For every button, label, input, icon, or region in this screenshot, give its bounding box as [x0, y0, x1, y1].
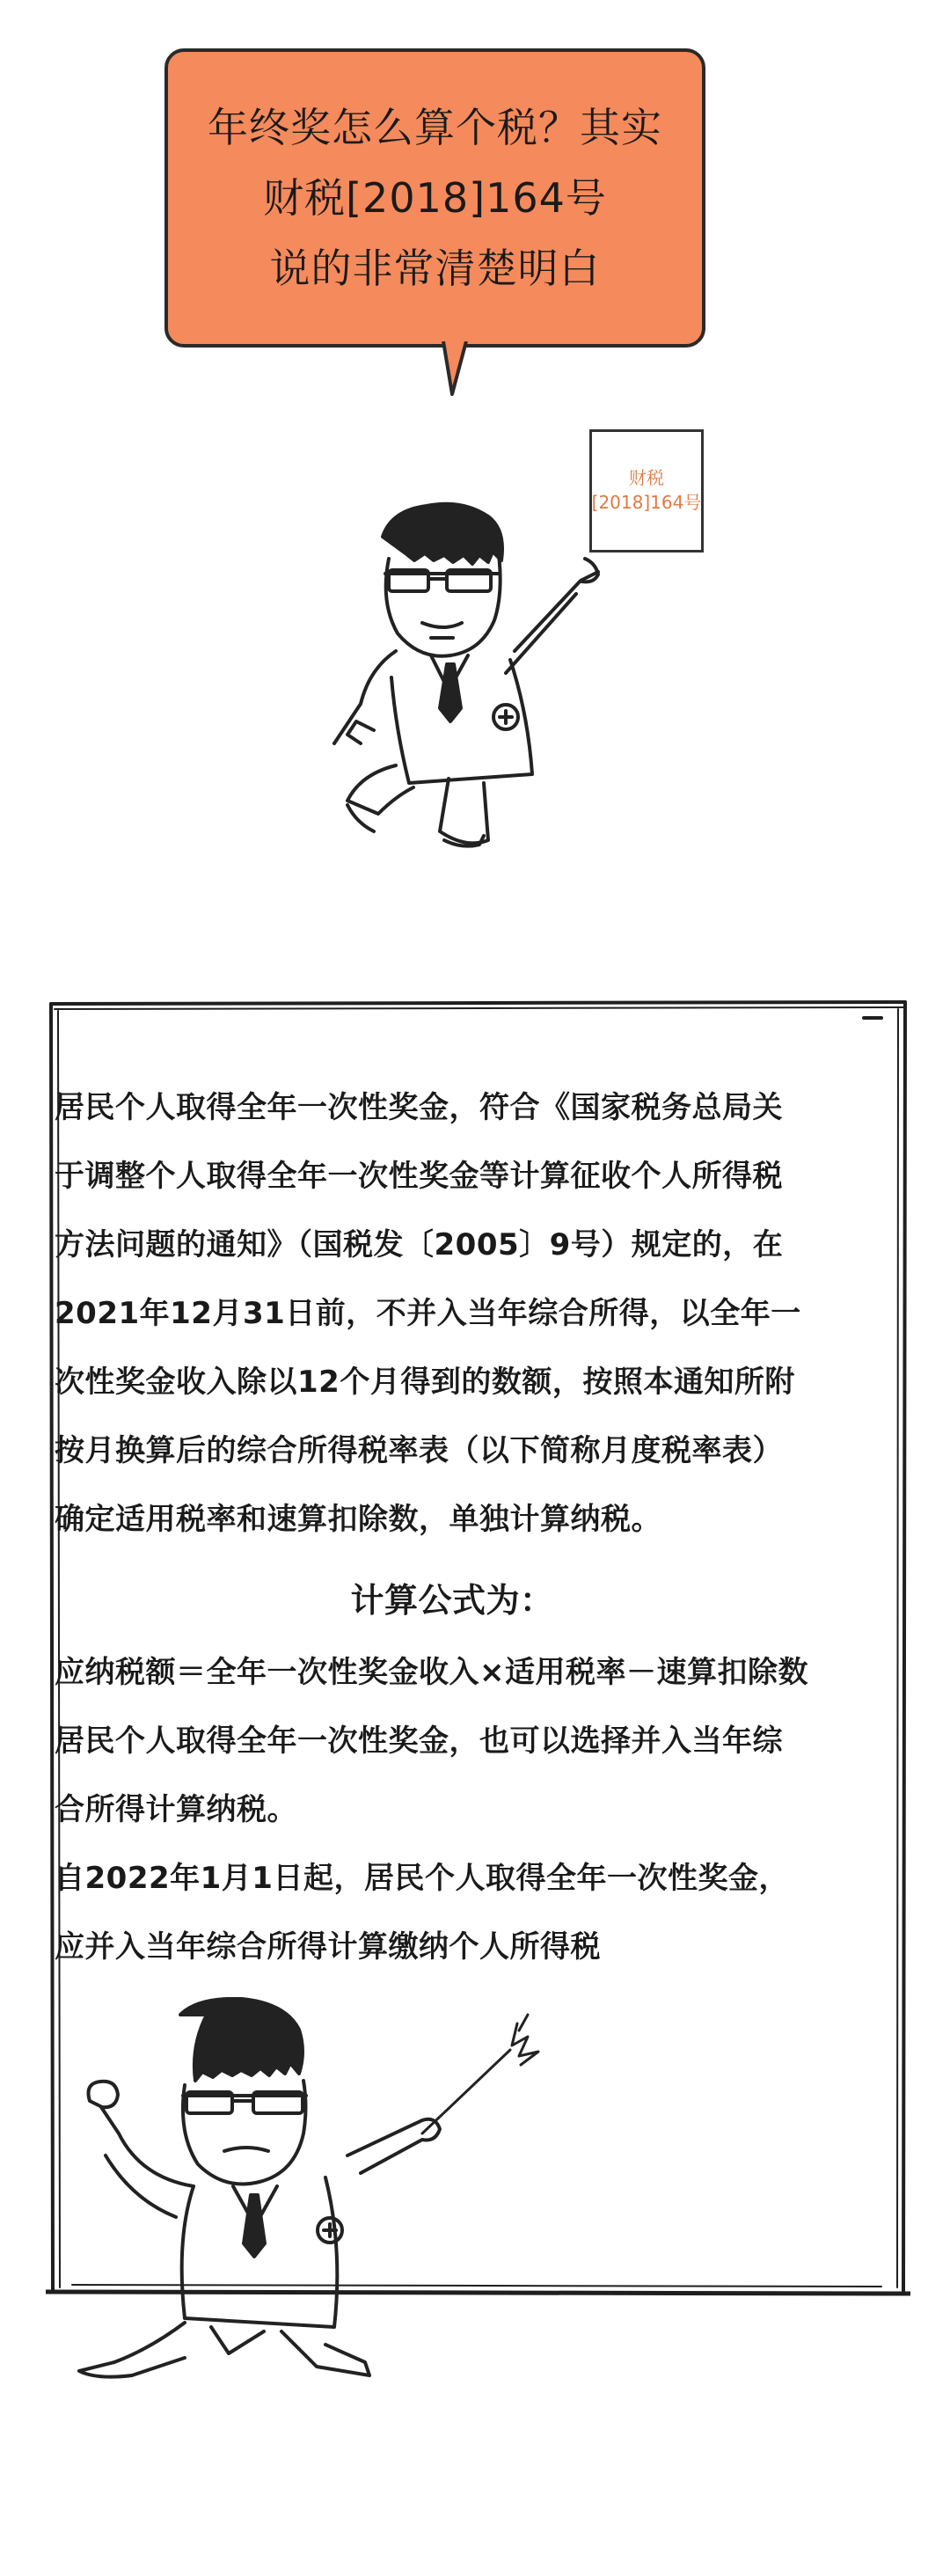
doc-line-2: [2018]164号 — [591, 492, 702, 513]
speech-bubble — [164, 48, 705, 348]
paragraph-1-line-7: 确定适用税率和速算扣除数，单独计算纳税。 — [55, 1502, 661, 1537]
paragraph-1-line-5: 次性奖金收入除以12个月得到的数额，按照本通知所附 — [55, 1365, 795, 1400]
paragraph-1-line-1: 居民个人取得全年一次性奖金，符合《国家税务总局关 — [55, 1090, 783, 1125]
bubble-line-1: 年终奖怎么算个税？其实 — [208, 104, 662, 151]
paragraph-3-line-1: 自2022年1月1日起，居民个人取得全年一次性奖金， — [55, 1861, 789, 1896]
paragraph-3-line-2: 应并入当年综合所得计算缴纳个人所得税 — [55, 1929, 601, 1965]
paragraph-2-line-2: 合所得计算纳税。 — [55, 1792, 297, 1827]
paragraph-1-line-2: 于调整个人取得全年一次性奖金等计算征收个人所得税 — [55, 1159, 783, 1194]
cartoon-man-pointing-icon — [53, 1997, 545, 2402]
paragraph-1-line-3: 方法问题的通知》（国税发〔2005〕9号）规定的，在 — [55, 1227, 784, 1262]
bubble-line-3: 说的非常清楚明白 — [269, 245, 601, 292]
paragraph-2-line-1: 居民个人取得全年一次性奖金，也可以选择并入当年综 — [55, 1723, 783, 1759]
formula-line: 应纳税额＝全年一次性奖金收入×适用税率－速算扣除数 — [55, 1655, 808, 1690]
formula-title: 计算公式为： — [350, 1581, 554, 1620]
bubble-line-2: 财税[2018]164号 — [263, 174, 607, 222]
paragraph-1-line-6: 按月换算后的综合所得税率表（以下简称月度税率表） — [55, 1433, 783, 1468]
doc-line-1: 财税 — [629, 467, 664, 488]
article-body — [55, 1073, 885, 1981]
bubble-tail-icon — [440, 341, 475, 403]
cartoon-man-holding-document-icon — [290, 475, 642, 880]
paragraph-1-line-4: 2021年12月31日前，不并入当年综合所得，以全年一 — [55, 1296, 801, 1331]
